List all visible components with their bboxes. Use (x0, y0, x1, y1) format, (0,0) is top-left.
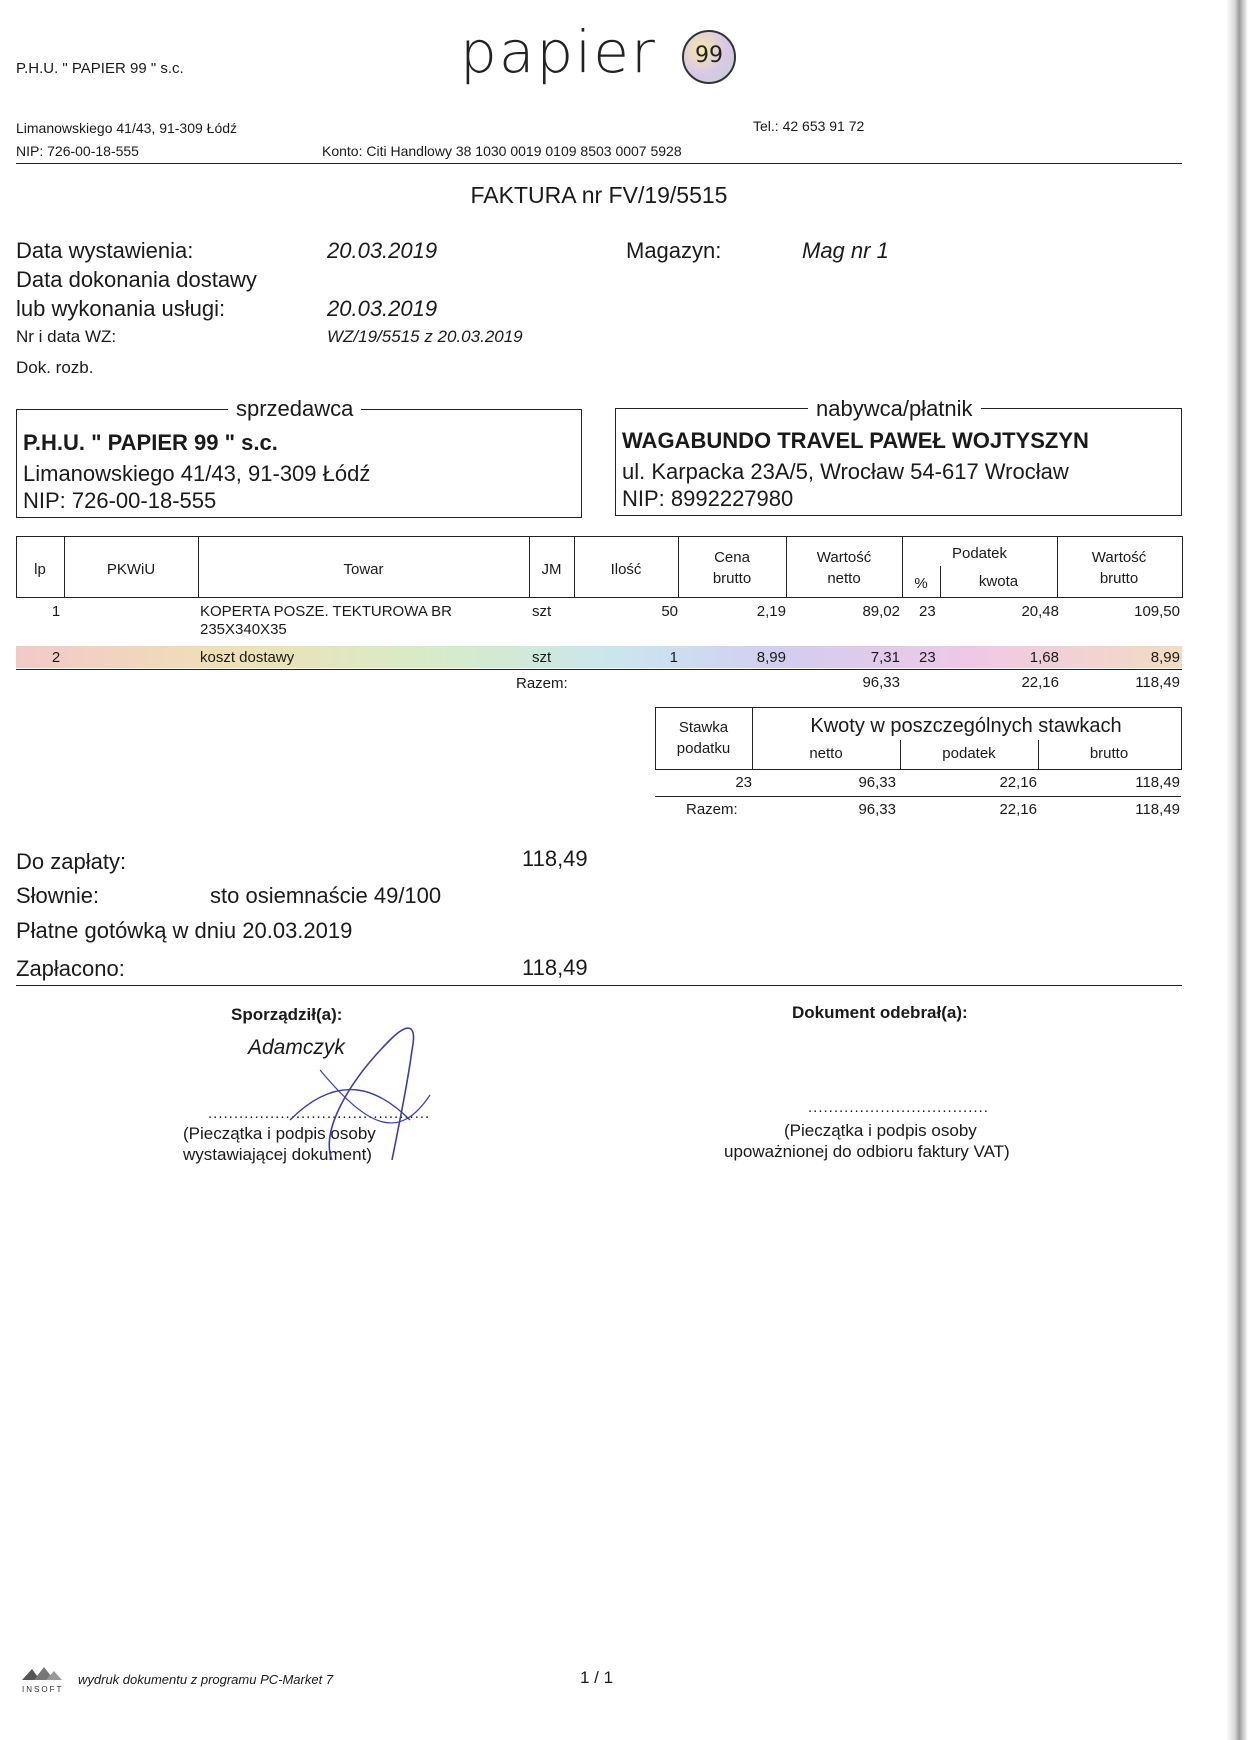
items-total-brutto: 118,49 (1135, 674, 1180, 691)
row-netto: 7,31 (870, 649, 900, 666)
in-words-value: sto osiemnaście 49/100 (210, 883, 442, 908)
handwritten-signature (280, 1010, 440, 1180)
buyer-name: WAGABUNDO TRAVEL PAWEŁ WOJTYSZYN (622, 428, 1089, 453)
col-header-brutto-2: brutto (1099, 570, 1139, 587)
row-ilosc: 50 (661, 603, 678, 620)
table-bottom-line (16, 669, 1182, 670)
delivery-date-label-line2: lub wykonania usługi: (16, 296, 226, 321)
vat-col-brutto: brutto (1089, 745, 1129, 762)
row-towar: koszt dostawy (200, 649, 295, 666)
signature-dots-right: ................................... (808, 1099, 989, 1116)
left-caption-line1: (Pieczątka i podpis osoby (183, 1124, 376, 1143)
col-header-towar: Towar (343, 561, 384, 578)
paid-value: 118,49 (522, 955, 588, 980)
logo-wordmark: papier (460, 18, 657, 86)
row-ilosc: 1 (669, 649, 678, 666)
vat-row-stawka: 23 (735, 774, 752, 791)
vat-row-brutto: 118,49 (1135, 774, 1180, 791)
issue-date-value: 20.03.2019 (327, 238, 438, 263)
vat-total-podatek: 22,16 (999, 801, 1037, 818)
footer-program: wydruk dokumentu z programu PC-Market 7 (78, 1672, 334, 1687)
header-divider (16, 163, 1182, 164)
right-caption-line2: upoważnionej do odbioru faktury VAT) (724, 1142, 1010, 1161)
prepared-by-label: Sporządził(a): (231, 1005, 343, 1024)
col-header-podatek-kwota: kwota (978, 573, 1019, 590)
paid-label: Zapłacono: (16, 956, 125, 981)
wz-label: Nr i data WZ: (16, 327, 117, 346)
insoft-logo (22, 1666, 62, 1694)
company-logo (460, 18, 657, 86)
buyer-legend: nabywca/płatnik (808, 396, 981, 422)
items-total-netto: 96,33 (862, 674, 900, 691)
received-by-label: Dokument odebrał(a): (792, 1003, 968, 1022)
col-header-pkwiu: PKWiU (106, 561, 156, 578)
page-number: 1 / 1 (580, 1668, 614, 1687)
col-divider (786, 537, 787, 597)
bank-account: Konto: Citi Handlowy 38 1030 0019 0109 8503 0007 5928 (322, 143, 682, 159)
items-total-label: Razem: (516, 675, 568, 692)
row-kwota: 1,68 (1029, 649, 1059, 666)
signature-dots-left: ........................................... (208, 1105, 431, 1122)
vat-total-brutto: 118,49 (1135, 801, 1180, 818)
seller-legend: sprzedawca (228, 396, 361, 422)
row-brutto: 8,99 (1150, 649, 1180, 666)
col-header-lp: lp (34, 561, 46, 578)
vat-row-podatek: 22,16 (999, 774, 1037, 791)
row-vat: 23 (919, 649, 936, 666)
vat-total-label: Razem: (686, 801, 738, 818)
invoice-title: FAKTURA nr FV/19/5515 (470, 182, 728, 208)
row-cena: 2,19 (756, 603, 786, 620)
row-towar: KOPERTA POSZE. TEKTUROWA BR (200, 603, 452, 620)
seller-nip: NIP: 726-00-18-555 (23, 488, 217, 513)
warehouse-label: Magazyn: (626, 238, 722, 263)
seller-name: P.H.U. " PAPIER 99 " s.c. (23, 430, 278, 455)
col-header-cena-1: Cena (714, 549, 750, 566)
row-netto: 89,02 (862, 603, 900, 620)
left-caption-line2: wystawiającej dokument) (183, 1145, 372, 1164)
col-header-podatek-proc: % (914, 575, 928, 592)
items-total-kwota: 22,16 (1021, 674, 1059, 691)
company-address: Limanowskiego 41/43, 91-309 Łódź (16, 120, 238, 136)
col-divider (678, 537, 679, 597)
insoft-mountains-icon (22, 1666, 62, 1680)
vat-col-netto: netto (809, 745, 843, 762)
scan-edge (1226, 0, 1248, 1740)
row-vat: 23 (919, 603, 936, 620)
vat-row-netto: 96,33 (858, 774, 896, 791)
insoft-text: INSOFT (22, 1685, 64, 1694)
warehouse-value: Mag nr 1 (802, 238, 889, 263)
buyer-nip: NIP: 8992227980 (622, 486, 794, 511)
row-lp: 2 (51, 649, 61, 666)
col-header-cena-2: brutto (712, 570, 752, 587)
delivery-date-value: 20.03.2019 (327, 296, 438, 321)
company-nip: NIP: 726-00-18-555 (16, 143, 139, 159)
col-header-ilosc: Ilość (610, 561, 642, 578)
col-header-podatek: Podatek (951, 545, 1008, 562)
right-caption-line1: (Pieczątka i podpis osoby (784, 1121, 977, 1140)
prepared-by-name: Adamczyk (248, 1036, 345, 1059)
vat-col-podatek: podatek (942, 745, 996, 762)
seller-address: Limanowskiego 41/43, 91-309 Łódź (23, 461, 371, 486)
vat-col-stawka-1: Stawka (678, 719, 729, 736)
buyer-address: ul. Karpacka 23A/5, Wrocław 54-617 Wrocław (622, 459, 1069, 484)
wz-value: WZ/19/5515 z 20.03.2019 (327, 327, 523, 346)
vat-col-stawka-2: podatku (676, 740, 731, 757)
logo-badge: 99 (682, 30, 736, 84)
row-kwota: 20,48 (1021, 603, 1059, 620)
row-jm: szt (532, 649, 552, 666)
payment-divider (16, 985, 1182, 986)
vat-table-line (655, 796, 1181, 797)
vat-total-netto: 96,33 (858, 801, 896, 818)
vat-kwoty-header: Kwoty w poszczególnych stawkach (810, 715, 1122, 737)
row-towar-line2: 235X340X35 (200, 621, 287, 638)
col-divider (1057, 537, 1058, 597)
col-header-netto-2: netto (827, 570, 861, 587)
row-lp: 1 (51, 603, 61, 620)
amount-due-value: 118,49 (522, 846, 588, 871)
in-words-label: Słownie: (16, 883, 100, 908)
company-short-name: P.H.U. " PAPIER 99 " s.c. (16, 60, 184, 77)
row-jm: szt (532, 603, 552, 620)
issue-date-label: Data wystawienia: (16, 238, 194, 263)
col-header-brutto-1: Wartość (1091, 549, 1147, 566)
dok-rozb-label: Dok. rozb. (16, 358, 94, 377)
company-phone: Tel.: 42 653 91 72 (753, 118, 865, 134)
payment-method: Płatne gotówką w dniu 20.03.2019 (16, 918, 353, 943)
row-cena: 8,99 (756, 649, 786, 666)
col-header-jm: JM (541, 561, 562, 578)
col-header-netto-1: Wartość (816, 549, 872, 566)
delivery-date-label-line1: Data dokonania dostawy (16, 267, 257, 292)
amount-due-label: Do zapłaty: (16, 849, 127, 874)
row-brutto: 109,50 (1134, 603, 1180, 620)
